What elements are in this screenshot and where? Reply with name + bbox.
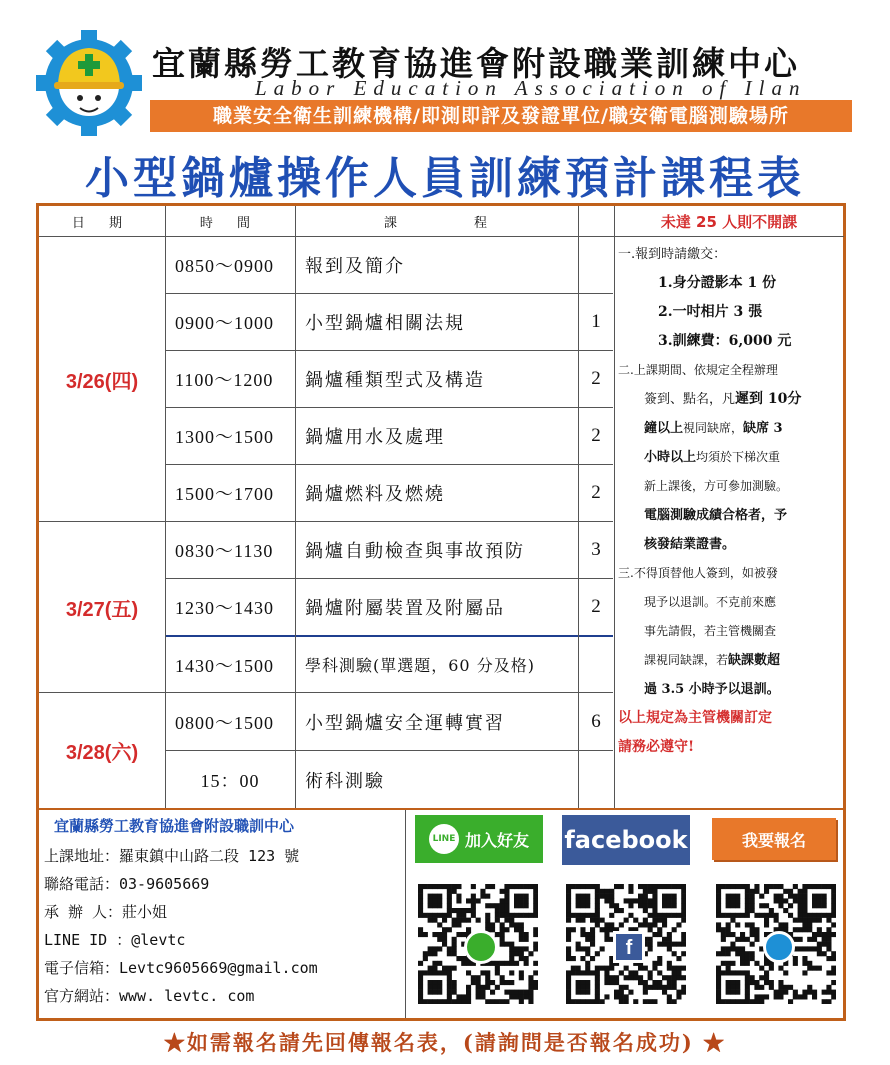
note-2-absent-cont: 小時以上 <box>644 450 697 465</box>
row-course: 學科測驗(單選題，60 分及格) <box>305 656 535 675</box>
note-1-item: 2.一吋相片 3 張 <box>658 304 763 320</box>
header-time: 時 間 <box>199 215 261 231</box>
date-day-3: 3/28(六) <box>65 742 139 764</box>
note-2-text: 簽到、點名，凡 <box>644 392 736 407</box>
note-2-line: 二.上課期間、依規定全程辦理 <box>618 363 778 377</box>
row-course: 鍋爐種類型式及構造 <box>305 370 485 391</box>
contact-phone: 聯絡電話：03-9605669 <box>44 875 210 893</box>
row-course: 鍋爐用水及處理 <box>305 427 445 448</box>
org-logo-icon <box>763 931 795 963</box>
row-time: 15：00 <box>200 770 260 791</box>
org-subtitle-en: Labor Education Association of Ilan <box>255 76 807 100</box>
row-hours: 2 <box>591 482 601 503</box>
header-course: 課 程 <box>383 215 489 231</box>
date-day-2: 3/27(五) <box>65 598 139 621</box>
min-enrollment-notice: 未達 25 人則不開課 <box>660 212 798 231</box>
row-hours: 2 <box>591 368 601 389</box>
row-time: 0850～0900 <box>175 256 274 276</box>
row-course: 小型鍋爐安全運轉實習 <box>305 712 505 734</box>
note-3-text: 課視同缺課，若 <box>644 653 729 667</box>
note-1-title: 一.報到時請繳交： <box>618 247 727 262</box>
row-time: 1430～1500 <box>175 655 274 676</box>
row-hours <box>578 751 614 808</box>
row-course: 小型鍋爐相關法規 <box>305 313 465 334</box>
note-2-text: 均須於下梯次重 <box>696 450 781 464</box>
row-course: 鍋爐燃料及燃燒 <box>305 484 445 505</box>
contact-address: 上課地址：羅東鎮中山路二段 123 號 <box>44 847 300 865</box>
org-title: 宜蘭縣勞工教育協進會附設職業訓練中心 <box>152 44 800 83</box>
row-hours: 2 <box>591 425 601 446</box>
contact-website: 官方網站：www. levtc. com <box>44 987 255 1005</box>
note-3-bold: 缺課數超 <box>728 653 781 668</box>
line-button-label: 加入好友 <box>464 830 529 850</box>
row-time: 0900～1000 <box>175 313 274 333</box>
header-date: 日 期 <box>71 215 133 231</box>
note-2-late-cont: 鐘以上 <box>644 421 684 436</box>
facebook-qr-code[interactable] <box>566 884 686 1004</box>
note-2-absent: 缺席 3 <box>743 421 783 436</box>
row-time: 0800～1500 <box>175 712 274 733</box>
page-title: 小型鍋爐操作人員訓練預計課程表 <box>85 153 805 204</box>
row-time: 0830～1130 <box>175 541 274 561</box>
footer-notice: ★如需報名請先回傳報名表，(請詢問是否報名成功) ★ <box>163 1030 727 1055</box>
row-hours <box>578 237 614 293</box>
note-3-line: 現予以退訓。不克前來應 <box>644 595 777 609</box>
row-course: 鍋爐自動檢查與事故預防 <box>305 541 525 562</box>
row-course: 鍋爐附屬裝置及附屬品 <box>305 598 505 619</box>
row-hours: 1 <box>591 311 601 332</box>
contact-person: 承 辦 人：莊小姐 <box>44 903 168 921</box>
note-3-bold-cont: 過 3.5 小時予以退訓。 <box>644 682 780 697</box>
note-2-certificate-cont: 核發結業證書。 <box>644 537 736 552</box>
rule-notice-cont: 請務必遵守! <box>618 739 695 755</box>
org-credentials-bar: 職業安全衛生訓練機構/即測即評及發證單位/職安衛電腦測驗場所 <box>150 100 852 132</box>
row-hours: 6 <box>591 710 601 732</box>
note-2-text: 新上課後，方可參加測驗。 <box>644 479 789 493</box>
contact-email: 電子信箱：Levtc9605669@gmail.com <box>44 959 318 977</box>
gear-helmet-logo <box>34 28 144 138</box>
line-add-friend-button[interactable] <box>415 815 543 863</box>
row-time: 1230～1430 <box>175 598 274 618</box>
note-3-line: 三.不得頂替他人簽到，如被發 <box>618 566 778 580</box>
row-hours <box>578 637 614 692</box>
row-time: 1300～1500 <box>175 427 274 447</box>
row-time: 1500～1700 <box>175 484 274 504</box>
row-course: 報到及簡介 <box>305 256 405 277</box>
date-day-1: 3/26(四) <box>65 370 139 393</box>
line-icon <box>464 930 498 964</box>
line-icon: LINE <box>429 824 459 854</box>
note-2-late: 遲到 10分 <box>735 391 802 407</box>
row-time: 1100～1200 <box>175 370 274 390</box>
facebook-icon: f <box>613 931 645 963</box>
contact-line-id: LINE ID ：@levtc <box>44 931 186 949</box>
note-1-item: 1.身分證影本 1 份 <box>658 275 777 291</box>
note-3-line: 事先請假，若主管機關查 <box>644 624 777 638</box>
contact-info <box>44 812 400 1010</box>
row-hours: 3 <box>591 539 601 560</box>
registration-notes <box>618 240 842 762</box>
row-course: 術科測驗 <box>305 770 385 792</box>
facebook-button[interactable]: facebook <box>562 815 690 865</box>
line-qr-code[interactable] <box>418 884 538 1004</box>
note-2-certificate: 電腦測驗成績合格者，予 <box>644 508 788 523</box>
note-2-text: 視同缺席， <box>683 421 744 435</box>
register-button[interactable]: 我要報名 <box>712 818 836 860</box>
registration-qr-code[interactable] <box>716 884 836 1004</box>
rule-notice: 以上規定為主管機關訂定 <box>618 710 772 726</box>
contact-title: 宜蘭縣勞工教育協進會附設職訓中心 <box>54 817 295 835</box>
row-hours: 2 <box>591 596 601 617</box>
note-1-item: 3.訓練費：6,000 元 <box>658 333 792 349</box>
